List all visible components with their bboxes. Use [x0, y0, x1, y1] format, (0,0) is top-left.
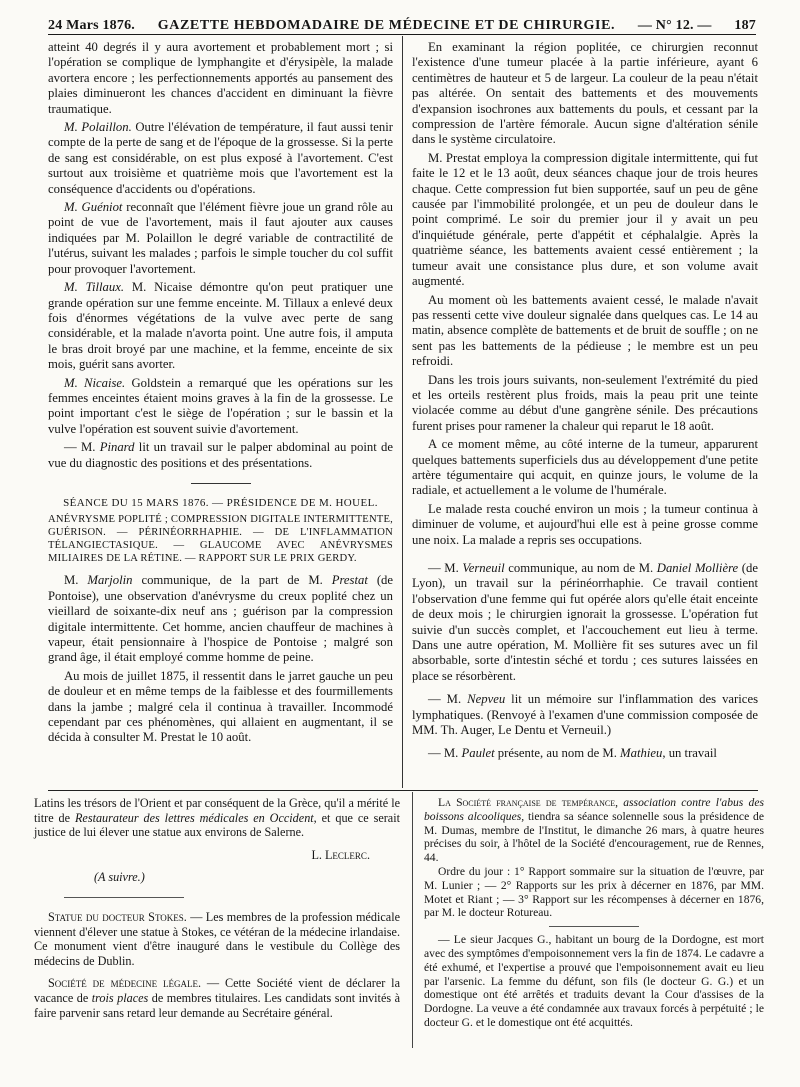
paragraph: A ce moment même, au côté interne de la tumeur, apparurent quelques battements superficiels dus au développement d'une petite artère tégumentaire qui acquit, en quinze jours, le volume de la radiale, et actuellement a le volume de l'humérale.: [412, 437, 758, 498]
paragraph: [412, 561, 758, 684]
author-name: Daniel Mollière: [656, 561, 739, 575]
paragraph-text: reconnaît que l'élément fièvre joue un grand rôle au point de vue de l'avortement, mais il faut ajouter aux causes indiquées par M. Polaillon le degré variable de contractilité de l'utérus, suivant les malades ; parfois le simple toucher du col suffit pour provoquer l'avortement.: [48, 200, 393, 276]
paragraph-text: (de Pontoise), une observation d'anévrysme du creux poplité chez un vieillard de soixante-dix neuf ans ; guérison par la compression digitale intermittente. Cet homme, ancien chauffeur de machines à vapeur, était pensionnaire à l'hospice de Pontoise ; malgré son grand âge, il était employé comme homme de peine.: [48, 573, 394, 665]
issue-date: 24 Mars 1876.: [48, 18, 135, 33]
speaker-name: Paulet: [461, 746, 495, 761]
dash-prefix: — M.: [428, 692, 468, 707]
session-summary: ANÉVRYSME POPLITÉ ; COMPRESSION DIGITALE INTERMITTENTE, GUÉRISON. — PÉRINÉORRHAPHIE. — DE L'INFLAMMATION TÉLANGIECTASIQUE. — GLAUCOME AVEC ANÉVRYSMES MILIAIRES DE LA RÉTINE. — RAPPORT SUR LE PRIX GERDY.: [48, 514, 393, 565]
paragraph: [412, 692, 758, 738]
signature: L. Leclerc.: [311, 847, 370, 862]
paragraph: [34, 796, 400, 840]
bottom-column-divider: [412, 792, 413, 1048]
paragraph-text: communique, au nom de M.: [504, 561, 657, 575]
speaker-name: Verneuil: [462, 561, 505, 575]
paragraph: atteint 40 degrés il y aura avortement et probablement mort ; si l'opération se complique de lymphangite et d'érysipèle, la malade avortera encore ; les perfectionnements apportés au pansement des plaies diminueront les chances d'accident en diminuant la fièvre traumatique.: [48, 40, 393, 116]
paragraph: Dans les trois jours suivants, non-seulement l'extrémité du pied et les orteils restèrent plus froids, mais la peau prit une teinte violacée comme au début d'une gangrène sénile. Des précautions furent prises pour ramener la chaleur qui reparut le 18 août.: [412, 372, 758, 433]
prefix: M.: [64, 573, 88, 588]
paragraph-text: lit un travail sur le palper abdominal au point de vue du diagnostic des positions et des présentations.: [48, 440, 393, 470]
paragraph-text: M. Nicaise démontre qu'on peut pratiquer une grande opération sur une femme enceinte. M. Tillaux a enlevé deux fois d'énormes végétations de la vulve avec perte de sang considérable, et la malade n'avorta point. Une autre fois, il amputa le bras droit broyé par une machine, et la femme, enceinte de six mois, guérit sans avorter.: [48, 280, 393, 372]
speaker-name: M. Nicaise.: [64, 375, 126, 390]
right-column: [412, 40, 758, 762]
paragraph-italic: Restaurateur des lettres médicales en Occident: [74, 810, 314, 825]
separator: [549, 926, 639, 927]
news-item: [34, 976, 400, 1020]
speaker-name: M. Guéniot: [64, 200, 123, 215]
news-heading: Statue du docteur Stokes.: [48, 909, 187, 924]
news-item: [34, 910, 400, 968]
speaker-name: M. Tillaux.: [64, 280, 125, 295]
paragraph: [48, 120, 393, 197]
paragraph-text: Goldstein a remarqué que les opérations sur les femmes enceintes étaient moins graves à la fin de la grossesse. Le point important c'est le siège de l'opération ; sur le bassin et la vulve l'opération est souvent suivie d'avortement.: [48, 375, 393, 436]
author-name: Prestat: [331, 573, 368, 588]
paragraph: [48, 280, 393, 372]
paragraph-text: Outre l'élévation de température, il faut aussi tenir compte de la perte de sang et de l'époque de la grossesse. Si la perte de sang est considérable, on est plus exposé à l'avortement. C'est surtout aux troisième et quatrième mois que l'avortement est la conséquence d'accidents ou d'opérations.: [48, 120, 394, 196]
paragraph: [48, 200, 393, 277]
paragraph: [48, 440, 393, 471]
paragraph: Au moment où les battements avaient cessé, le malade n'avait pas ressenti cette vive douleur signalée dans quelques cas. Le 14 au matin, absence complète de battements et de bruit de souffle ; on ne sent pas les battements de la pédieuse ; le membre est un peu refroidi.: [412, 292, 758, 369]
paragraph: [412, 746, 758, 761]
news-italic: trois places: [91, 990, 149, 1005]
paragraph-text: communique, de la part de M.: [132, 573, 332, 588]
news-italic: association contre l'abus des boissons alcooliques,: [424, 796, 764, 823]
paragraph: Au mois de juillet 1875, il ressentit dans le jarret gauche un peu de douleur et en même temps de la faiblesse et des fourmillements dans la jambe ; malgré cela il continua à travailler. Incommodé cependant par ces phénomènes, qui allaient en augmentant, il se décida à consulter M. Prestat le 10 août.: [48, 668, 393, 745]
bottom-left-column: [34, 796, 400, 1020]
dash-prefix: — M.: [428, 746, 462, 761]
bottom-right-column: [424, 796, 764, 1030]
page-header: [48, 8, 756, 35]
news-heading: La Société française de tempérance,: [438, 796, 619, 809]
column-divider: [402, 36, 403, 788]
news-text: de membres titulaires. Les candidats sont invités à faire parvenir sans retard leur demande au Secrétaire général.: [34, 990, 400, 1020]
paragraph: Le malade resta couché environ un mois ; la tumeur continua à diminuer de volume, et aujourd'hui elle est à peine grosse comme une noix. La malade a repris ses occupations.: [412, 501, 758, 547]
dash-prefix: — M.: [428, 561, 463, 575]
paragraph: [48, 376, 393, 438]
news-item: — Le sieur Jacques G., habitant un bourg de la Dordogne, est mort avec des symptômes d'empoisonnement vers la fin de 1874. Le cadavre a été exhumé, et l'expertise a prouvé que l'empoisonnement avait eu lieu par l'arsenic. La femme du défunt, son fils (le docteur G. G.) et un domestique ont été arrêtés et traduits devant la Cour d'assises de la Dordogne. La veuve a été condamnée aux travaux forcés à perpétuité ; le docteur G. et le domestique ont été acquittés.: [424, 933, 764, 1029]
speaker-name: Nepveu: [467, 692, 506, 707]
journal-title: GAZETTE HEBDOMADAIRE DE MÉDECINE ET DE CHIRURGIE.: [157, 18, 616, 33]
news-item: Ordre du jour : 1° Rapport sommaire sur la situation de l'œuvre, par M. Lunier ; — 2° Rapports sur les prix à décerner en 1876, par MM. Motet et Riant ; — 3° Rapport sur les récompenses à décerner en 1876, par M. le docteur Rotureau.: [424, 864, 764, 920]
paragraph-text: présente, au nom de M.: [494, 746, 621, 761]
feuilleton-divider: [48, 790, 758, 791]
section-divider: [191, 483, 251, 484]
author-name: Mathieu: [620, 746, 663, 761]
speaker-name: M. Polaillon.: [64, 120, 132, 135]
paragraph: [48, 573, 393, 665]
paragraph: En examinant la région poplitée, ce chirurgien reconnut l'existence d'une tumeur placée à la partie inférieure, ayant 6 centimètres de hauteur et 5 de largeur. La couleur de la peau n'était pas altérée. On sentait des battements et des mouvements d'expansion isochrones aux battements du pouls, et cessant par la compression de l'artère fémorale. Aucun signe d'altération sénile dans le système circulatoire.: [412, 40, 758, 147]
paragraph-text: (de Lyon), un travail sur la périnéorrhaphie. Ce travail contient l'observation d'une femme qui fut opérée alors qu'elle était enceinte de deux mois ; le chirurgien ignorait la grossesse. L'opération fut suivie d'un succès complet, et l'accouchement eut lieu à terme. Dans une autre opération, M. Mollière fit ses sutures avec un fil absorbable, sorte d'intestin séché et tordu ; ces sutures laissées en place se résorbèrent.: [412, 561, 758, 683]
paragraph-text: , et que ce serait justice de lui élever une statue aux environs de Salerne.: [34, 810, 400, 840]
to-be-continued: (A suivre.): [94, 870, 145, 885]
speaker-name: Pinard: [99, 440, 135, 455]
paragraph-text: , un travail: [662, 746, 717, 761]
news-text: tiendra sa séance solennelle sous la présidence de M. Dumas, membre de l'Institut, le dimanche 26 mars, à quatre heures précises du soir, à l'hôtel de la Société d'encouragement, rue de Rennes, 44.: [424, 809, 764, 865]
page-number: 187: [734, 18, 756, 33]
paragraph-text: Latins les trésors de l'Orient et par conséquent de la Grèce, qu'il a mérité le titre de: [34, 796, 400, 825]
issue-number: — N° 12. —: [637, 18, 712, 33]
news-heading: Société de médecine légale.: [48, 976, 201, 991]
paragraph: M. Prestat employa la compression digitale intermittente, qui fut faite le 12 et le 13 août, deux séances chaque jour de trois heures chaque. Cette compression fut bien supportée, sauf un peu de gêne causée par l'immobilité prolongée, et un peu de douleur dans le point comprimé. Le soir du premier jour il y avait un peu d'inquiétude générale, perte d'appétit et céphalalgie. Après la quatrième séance, les battements avaient cessé entièrement ; la tumeur avait une consistance plus dure, et son volume avait augmenté.: [412, 150, 758, 289]
session-heading: SÉANCE DU 15 MARS 1876. — PRÉSIDENCE DE M. HOUEL.: [63, 496, 378, 509]
news-item: [424, 796, 764, 865]
speaker-name: Marjolin: [87, 573, 133, 588]
news-text: — Cette Société vient de déclarer la vacance de: [34, 976, 400, 1005]
separator: [64, 897, 184, 898]
left-column: [48, 40, 393, 746]
dash-prefix: — M.: [64, 440, 100, 455]
paragraph-text: lit un mémoire sur l'inflammation des varices lymphatiques. (Renvoyé à l'examen d'une commission composée de MM. Th. Auger, Le Dentu et Verneuil.): [412, 692, 759, 738]
news-text: — Les membres de la profession médicale viennent d'élever une statue à Stokes, ce vétéran de la médecine irlandaise. Ce monument vient d'être inauguré dans le vestibule du Collège des médecins de Dublin.: [34, 909, 400, 968]
